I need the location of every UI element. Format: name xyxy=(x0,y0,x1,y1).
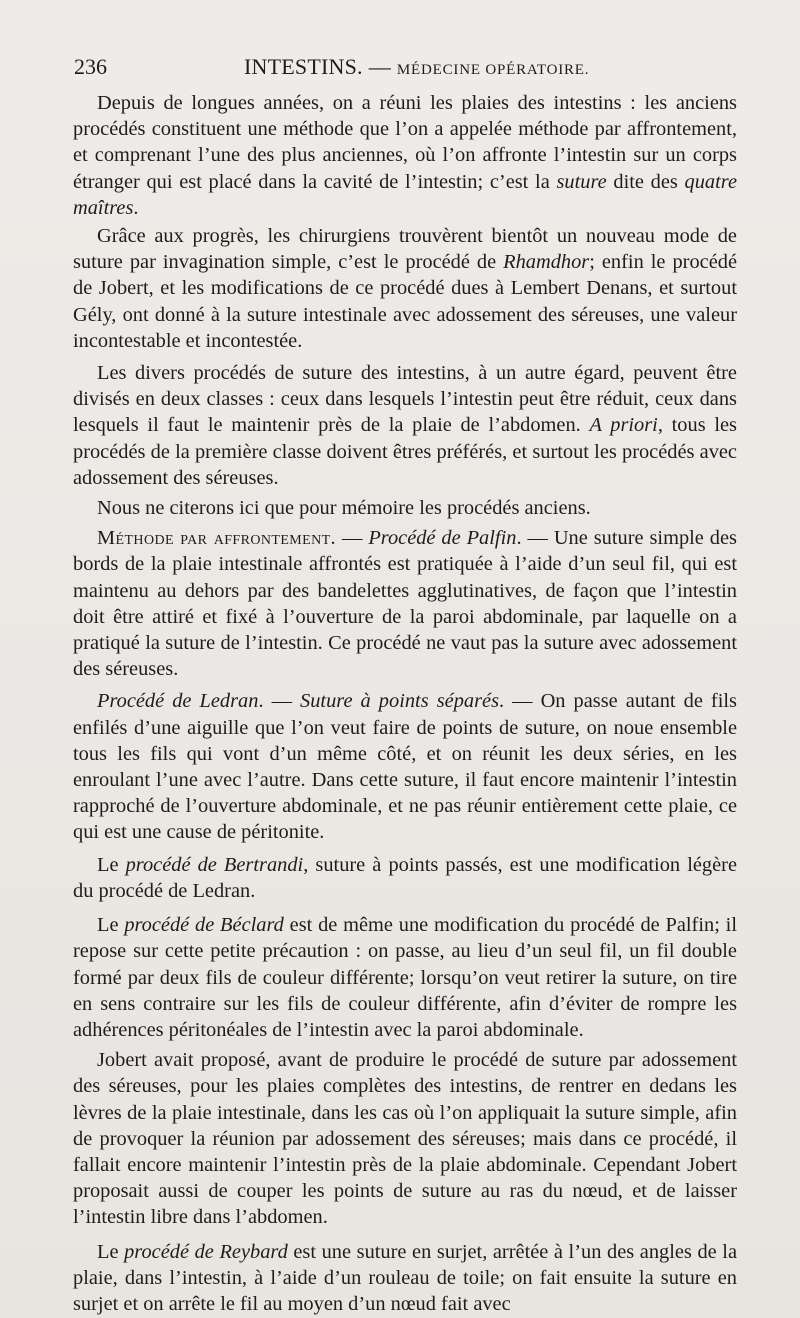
paragraph xyxy=(73,852,737,904)
paragraph-text: Le xyxy=(97,853,126,876)
paragraph-text: Le xyxy=(97,914,125,937)
paragraph-text: Les divers procédés de suture des intestins, à un autre égard, peuvent être divisés en deux classes : ceux dans lesquels l’intestin peut être réduit, ceux dans lesquels il faut le maintenir près de la plaie de l’abdomen. xyxy=(73,362,737,437)
italic-text: Suture à points séparés xyxy=(300,690,499,713)
paragraph-text: — xyxy=(336,527,369,550)
italic-text: Procédé de Palfin xyxy=(368,527,517,550)
paragraph xyxy=(73,525,737,682)
paragraph xyxy=(73,90,737,221)
paragraph xyxy=(73,360,737,491)
paragraph-text: . — On passe autant de fils enfilés d’une aiguille que l’on veut faire de points de suture, on noue ensemble tous les fils qui vont d’un même côté, et on réunit les deux séries, en les enroulant l’une avec l’autre. Dans cette suture, il faut encore maintenir l’intestin rapproché de l’ouverture abdominale, et ne pas réunir entièrement cette plaie, ce qui est une cause de péritonite. xyxy=(73,690,737,844)
paragraph-text: Jobert avait proposé, avant de produire le procédé de suture par adossement des séreuses, pour les plaies complètes des intestins, de rentrer en dedans les lèvres de la plaie intestinale, dans les cas où l’on appliquait la suture simple, afin de provoquer la réunion par adossement des séreuses; mais dans ce procédé, il fallait encore maintenir l’intestin près de la plaie abdominale. Cependant Jobert proposait aussi de couper les points de suture au ras du nœud, et de laisser l’intestin libre dans l’abdomen. xyxy=(73,1049,737,1229)
paragraph-text: dite des xyxy=(606,170,685,193)
main-text xyxy=(73,90,737,1317)
paragraph xyxy=(73,495,737,521)
paragraph-text: . — xyxy=(258,690,301,713)
paragraph xyxy=(73,688,737,845)
italic-text: suture xyxy=(556,170,607,193)
paragraph-text: Grâce aux progrès, les chirurgiens trouvèrent bientôt un nouveau mode de suture par invagination simple, c’est le procédé de xyxy=(73,225,737,274)
italic-text: procédé de Béclard xyxy=(124,914,284,937)
paragraph-text: Le xyxy=(97,1240,125,1263)
paragraph-text: ; enfin le procédé de Jobert, et les modifications de ce procédé dues à Lembert Denans, et surtout Gély, ont donné à la suture intestinale avec adossement des séreuses, une valeur incontestable et incontestée. xyxy=(73,251,737,352)
section-heading: Méthode par affrontement. xyxy=(97,527,337,550)
paragraph-text: Nous ne citerons ici que pour mémoire les procédés anciens. xyxy=(97,497,591,520)
paragraph xyxy=(73,223,737,354)
italic-text: Rhamdhor xyxy=(503,251,590,274)
paragraph xyxy=(73,912,737,1043)
paragraph xyxy=(73,1047,737,1230)
paragraph-text: , tous les procédés de la première classe doivent êtres préférés, et surtout les procédés avec adossement des séreuses. xyxy=(73,414,737,489)
paragraph xyxy=(73,1239,737,1318)
italic-text: quatre maîtres xyxy=(73,170,737,219)
paragraph-text: est une suture en surjet, arrêtée à l’un des angles de la plaie, dans l’intestin, à l’aide d’un rouleau de toile; on fait ensuite la suture en surjet et on arrête le fil au moyen d’un nœud fait avec xyxy=(73,1240,737,1315)
italic-text: Procédé de Ledran xyxy=(97,690,259,713)
paragraph-text: . — Une suture simple des bords de la plaie intestinale affrontés est pratiquée à l’aide d’un seul fil, qui est maintenu au dehors par des bandelettes agglutinatives, de façon que l’intestin doit être attiré et fixé à l’ouverture de la paroi abdominale, par laquelle on a pratiqué la suture de l’intestin. Ce procédé ne vaut pas la suture avec adossement des séreuses. xyxy=(73,527,737,681)
page-header xyxy=(74,54,734,82)
paragraph-text: Depuis de longues années, on a réuni les plaies des intestins : les anciens procédés constituent une méthode que l’on a appelée méthode par affrontement, et comprenant l’une des plus anciennes, où l’on affronte l’intestin sur un corps étranger qui est placé dans la cavité de l’intestin; c’est la xyxy=(73,92,737,193)
italic-text: procédé de Reybard xyxy=(124,1240,288,1263)
running-head-sub: MÉDECINE OPÉRATOIRE. xyxy=(396,62,590,78)
running-head xyxy=(244,54,589,80)
paragraph-text: est de même une modification du procédé de Palfin; il repose sur cette petite précaution : on passe, au lieu d’un seul fil, un fil double formé par deux fils de couleur différente; lorsqu’on veut retirer la suture, on tire en sens contraire sur les fils de couleur différente, afin d’éviter de rompre les adhérences péritonéales de l’intestin avec la paroi abdominale. xyxy=(73,914,738,1041)
paragraph-text: . xyxy=(133,196,139,219)
page-number: 236 xyxy=(74,54,107,79)
italic-text: procédé de Bertrandi xyxy=(125,853,304,876)
running-head-separator: — xyxy=(368,54,391,79)
running-head-main: INTESTINS. xyxy=(244,54,363,79)
italic-text: A priori xyxy=(589,414,658,437)
paragraph-text: , suture à points passés, est une modification légère du procédé de Ledran. xyxy=(73,853,737,902)
